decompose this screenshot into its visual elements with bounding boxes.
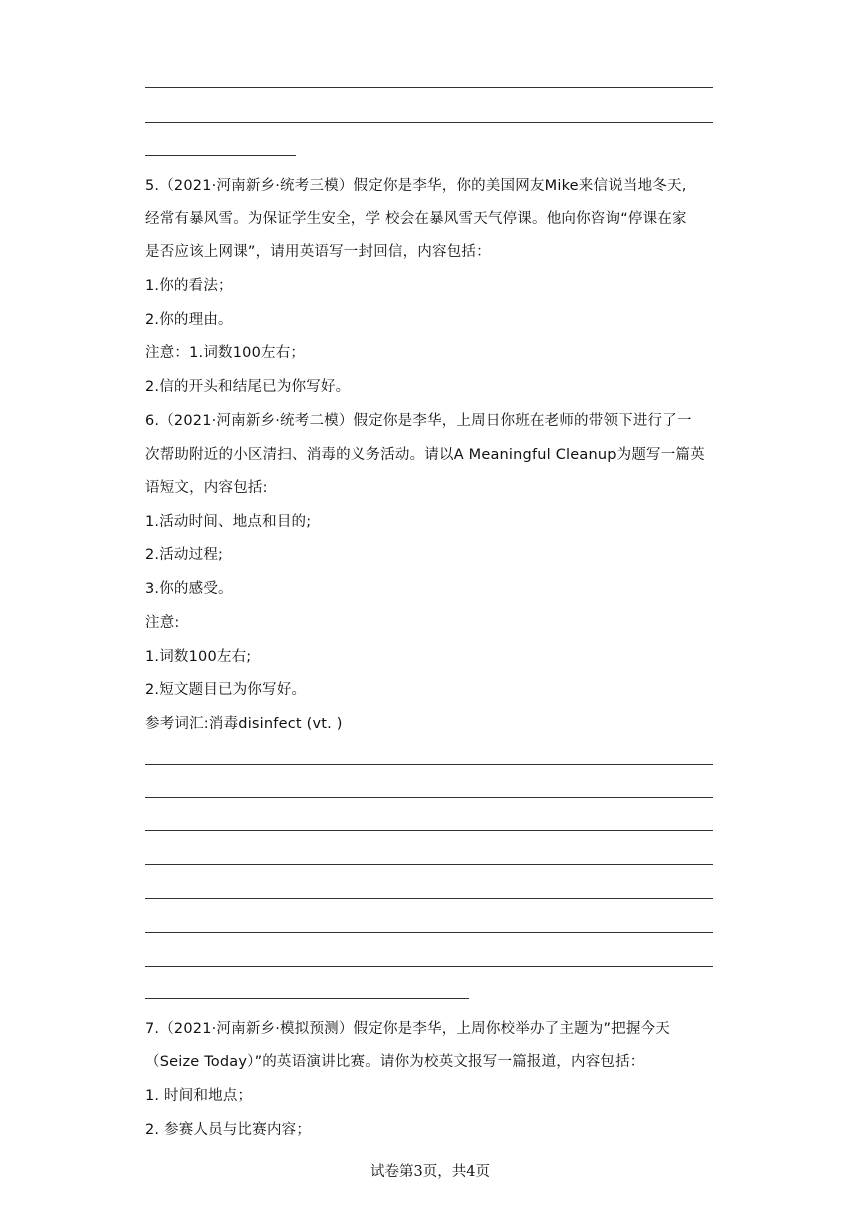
answer-line <box>145 87 713 88</box>
answer-line-short <box>145 155 296 156</box>
answer-line <box>145 830 713 831</box>
q5-line: 2.你的理由。 <box>145 312 233 328</box>
q6-line: 6.（2021·河南新乡·统考二模）假定你是李华，上周日你班在老师的带领下进行了一 <box>145 413 692 429</box>
answer-line <box>145 797 713 798</box>
q5-line: 5.（2021·河南新乡·统考三模）假定你是李华，你的美国网友Mike来信说当地冬天, <box>145 178 687 194</box>
q7-line: 2. 参赛人员与比赛内容； <box>145 1122 312 1138</box>
answer-line <box>145 764 713 765</box>
answer-line-short <box>145 998 469 999</box>
q6-line: 3.你的感受。 <box>145 581 233 597</box>
q5-line: 1.你的看法； <box>145 278 233 294</box>
q6-line: 次帮助附近的小区清扫、消毒的义务活动。请以A Meaningful Cleanup为题写一篇英 <box>145 447 705 463</box>
q6-line: 2.活动过程; <box>145 547 224 563</box>
answer-line <box>145 932 713 933</box>
q6-line: 参考词汇:消毒disinfect (vt. ) <box>145 716 343 732</box>
q6-line: 语短文，内容包括: <box>145 480 268 496</box>
q6-line: 1.活动时间、地点和目的; <box>145 514 312 530</box>
q5-line: 2.信的开头和结尾已为你写好。 <box>145 379 351 395</box>
q5-line: 注意：1.词数100左右； <box>145 345 306 361</box>
q7-line: 7.（2021·河南新乡·模拟预测）假定你是李华，上周你校举办了主题为”把握今天 <box>145 1021 670 1037</box>
q5-line: 是否应该上网课”，请用英语写一封回信，内容包括： <box>145 244 491 260</box>
q6-line: 2.短文题目已为你写好。 <box>145 682 307 698</box>
answer-line <box>145 122 713 123</box>
q6-line: 1.词数100左右; <box>145 649 252 665</box>
answer-line <box>145 864 713 865</box>
q6-line: 注意: <box>145 615 180 631</box>
answer-line <box>145 966 713 967</box>
q5-line: 经常有暴风雪。为保证学生安全，学 校会在暴风雪天气停课。他向你咨询“停课在家 <box>145 211 687 227</box>
page-footer: 试卷第3页，共4页 <box>370 1164 490 1180</box>
q7-line: 1. 时间和地点； <box>145 1088 253 1104</box>
q7-line: （Seize Today）”的英语演讲比赛。请你为校英文报写一篇报道，内容包括： <box>145 1054 645 1070</box>
answer-line <box>145 898 713 899</box>
